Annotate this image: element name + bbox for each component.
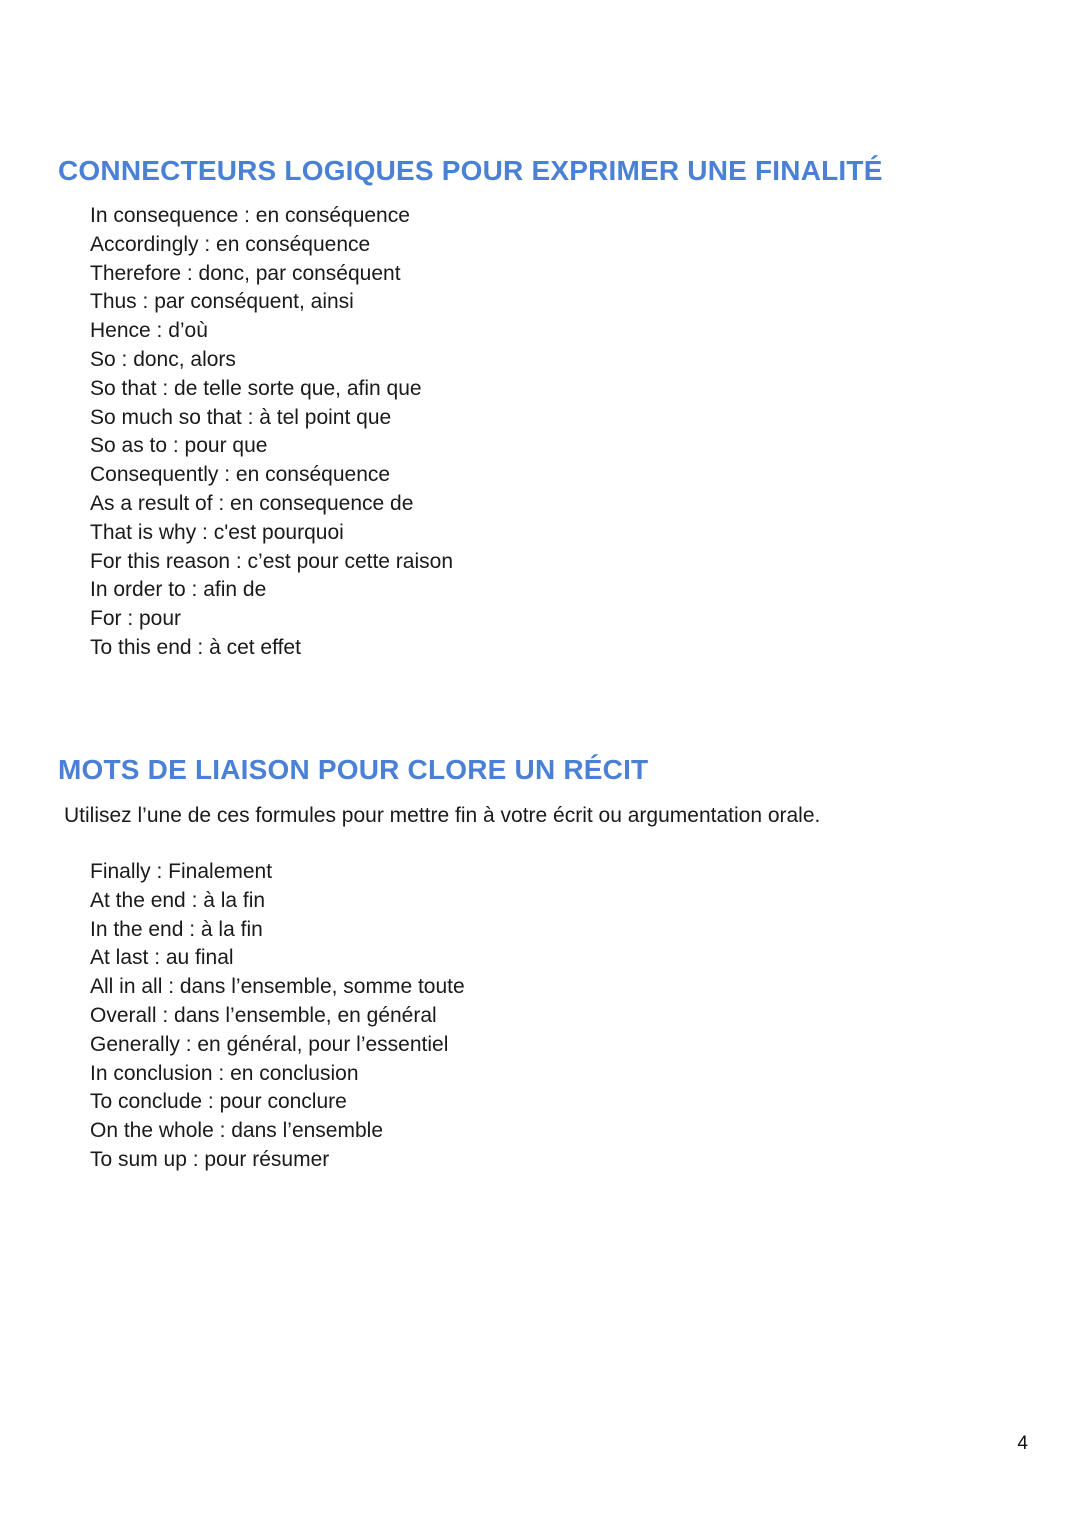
list-item: At the end : à la fin [90,888,266,912]
list-item: All in all : dans l’ensemble, somme toute [90,975,465,999]
list-item: In order to : afin de [90,578,267,602]
list-item: Accordingly : en conséquence [90,232,371,256]
list-item: For : pour [90,607,182,631]
list-item: On the whole : dans l’ensemble [90,1119,384,1143]
connector-list-finalite [90,202,453,663]
list-item: So much so that : à tel point que [90,405,392,429]
list-item: To this end : à cet effet [90,635,301,659]
list-item: In the end : à la fin [90,917,263,941]
list-item: So that : de telle sorte que, afin que [90,376,422,400]
list-item: In consequence : en conséquence [90,204,410,227]
list-item: For this reason : c’est pour cette raison [90,549,453,573]
list-item: Finally : Finalement [90,860,273,883]
list-item: That is why : c'est pourquoi [90,520,344,544]
section-intro-text: Utilisez l’une de ces formules pour mettre fin à votre écrit ou argumentation orale. [64,804,821,827]
section-heading-clore-recit: MOTS DE LIAISON POUR CLORE UN RÉCIT [58,754,649,785]
list-item: To conclude : pour conclure [90,1090,347,1114]
list-item: Hence : d’où [90,319,208,343]
list-item: So as to : pour que [90,434,268,458]
list-item: Generally : en général, pour l’essentiel [90,1032,449,1056]
list-item: Consequently : en conséquence [90,463,391,487]
list-item: Therefore : donc, par conséquent [90,261,401,285]
page-number: 4 [1017,1433,1028,1454]
list-item: In conclusion : en conclusion [90,1061,359,1085]
section-heading-finalite: CONNECTEURS LOGIQUES POUR EXPRIMER UNE FINALITÉ [58,155,883,186]
list-item: At last : au final [90,946,234,970]
list-item: Thus : par conséquent, ainsi [90,290,354,314]
connector-list-clore-recit [90,858,465,1175]
list-item: As a result of : en consequence de [90,491,414,515]
list-item: So : donc, alors [90,347,236,371]
list-item: To sum up : pour résumer [90,1147,330,1171]
list-item: Overall : dans l’ensemble, en général [90,1003,437,1027]
